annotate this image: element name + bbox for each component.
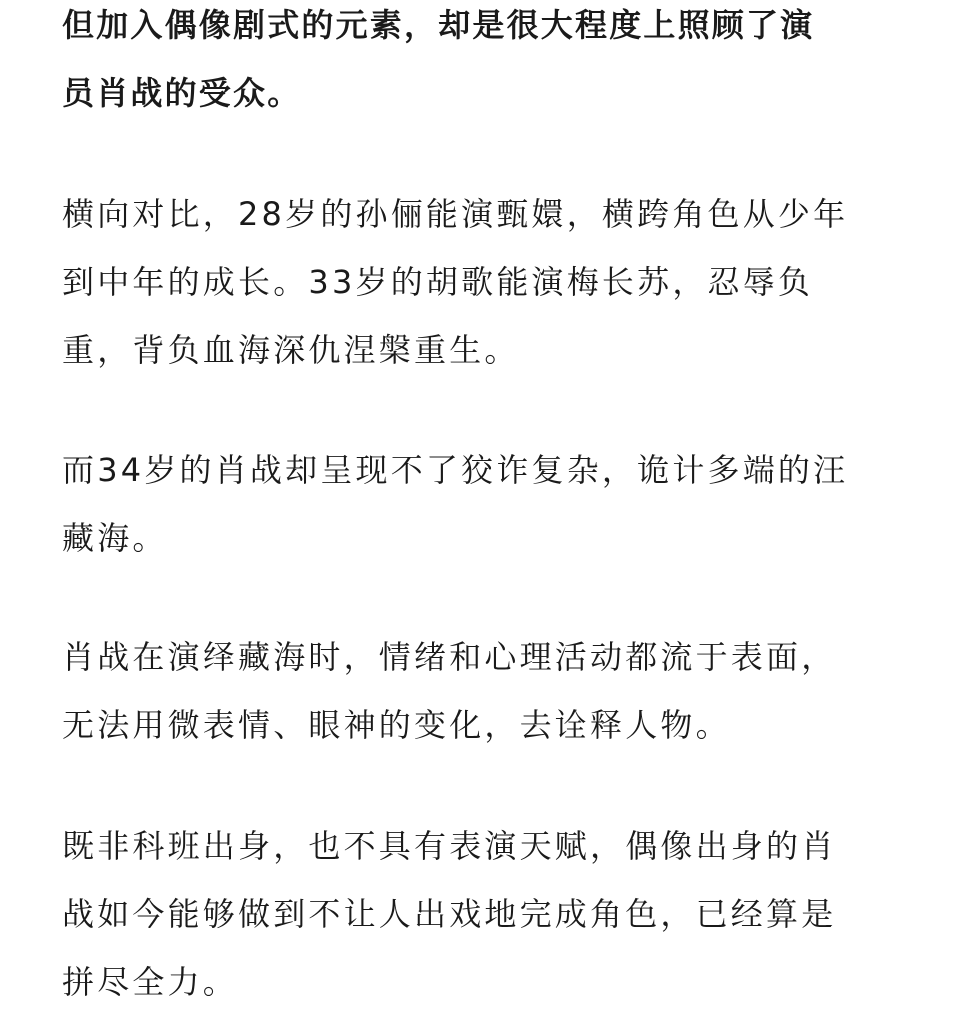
paragraph-line: 到中年的成长。33岁的胡歌能演梅长苏，忍辱负 — [62, 263, 814, 301]
paragraph-2 — [62, 180, 848, 384]
paragraph-line: 战如今能够做到不让人出戏地完成角色，已经算是 — [62, 895, 837, 933]
paragraph-line: 肖战在演绎藏海时，情绪和心理活动都流于表面， — [62, 638, 837, 676]
paragraph-line: 重，背负血海深仇涅槃重生。 — [62, 331, 520, 369]
paragraph-1 — [62, 0, 814, 127]
paragraph-line: 藏海。 — [62, 519, 168, 557]
paragraph-line: 但加入偶像剧式的元素，却是很大程度上照顾了演 — [62, 6, 815, 44]
paragraph-3 — [62, 436, 848, 572]
paragraph-line: 既非科班出身，也不具有表演天赋，偶像出身的肖 — [62, 827, 837, 865]
paragraph-4 — [62, 623, 836, 759]
paragraph-5 — [62, 812, 836, 1016]
paragraph-line: 而34岁的肖战却呈现不了狡诈复杂，诡计多端的汪 — [62, 451, 849, 489]
paragraph-line: 员肖战的受众。 — [62, 74, 302, 112]
paragraph-line: 拼尽全力。 — [62, 963, 239, 1001]
paragraph-line: 无法用微表情、眼神的变化，去诠释人物。 — [62, 706, 731, 744]
paragraph-line: 横向对比，28岁的孙俪能演甄嬛，横跨角色从少年 — [62, 195, 849, 233]
